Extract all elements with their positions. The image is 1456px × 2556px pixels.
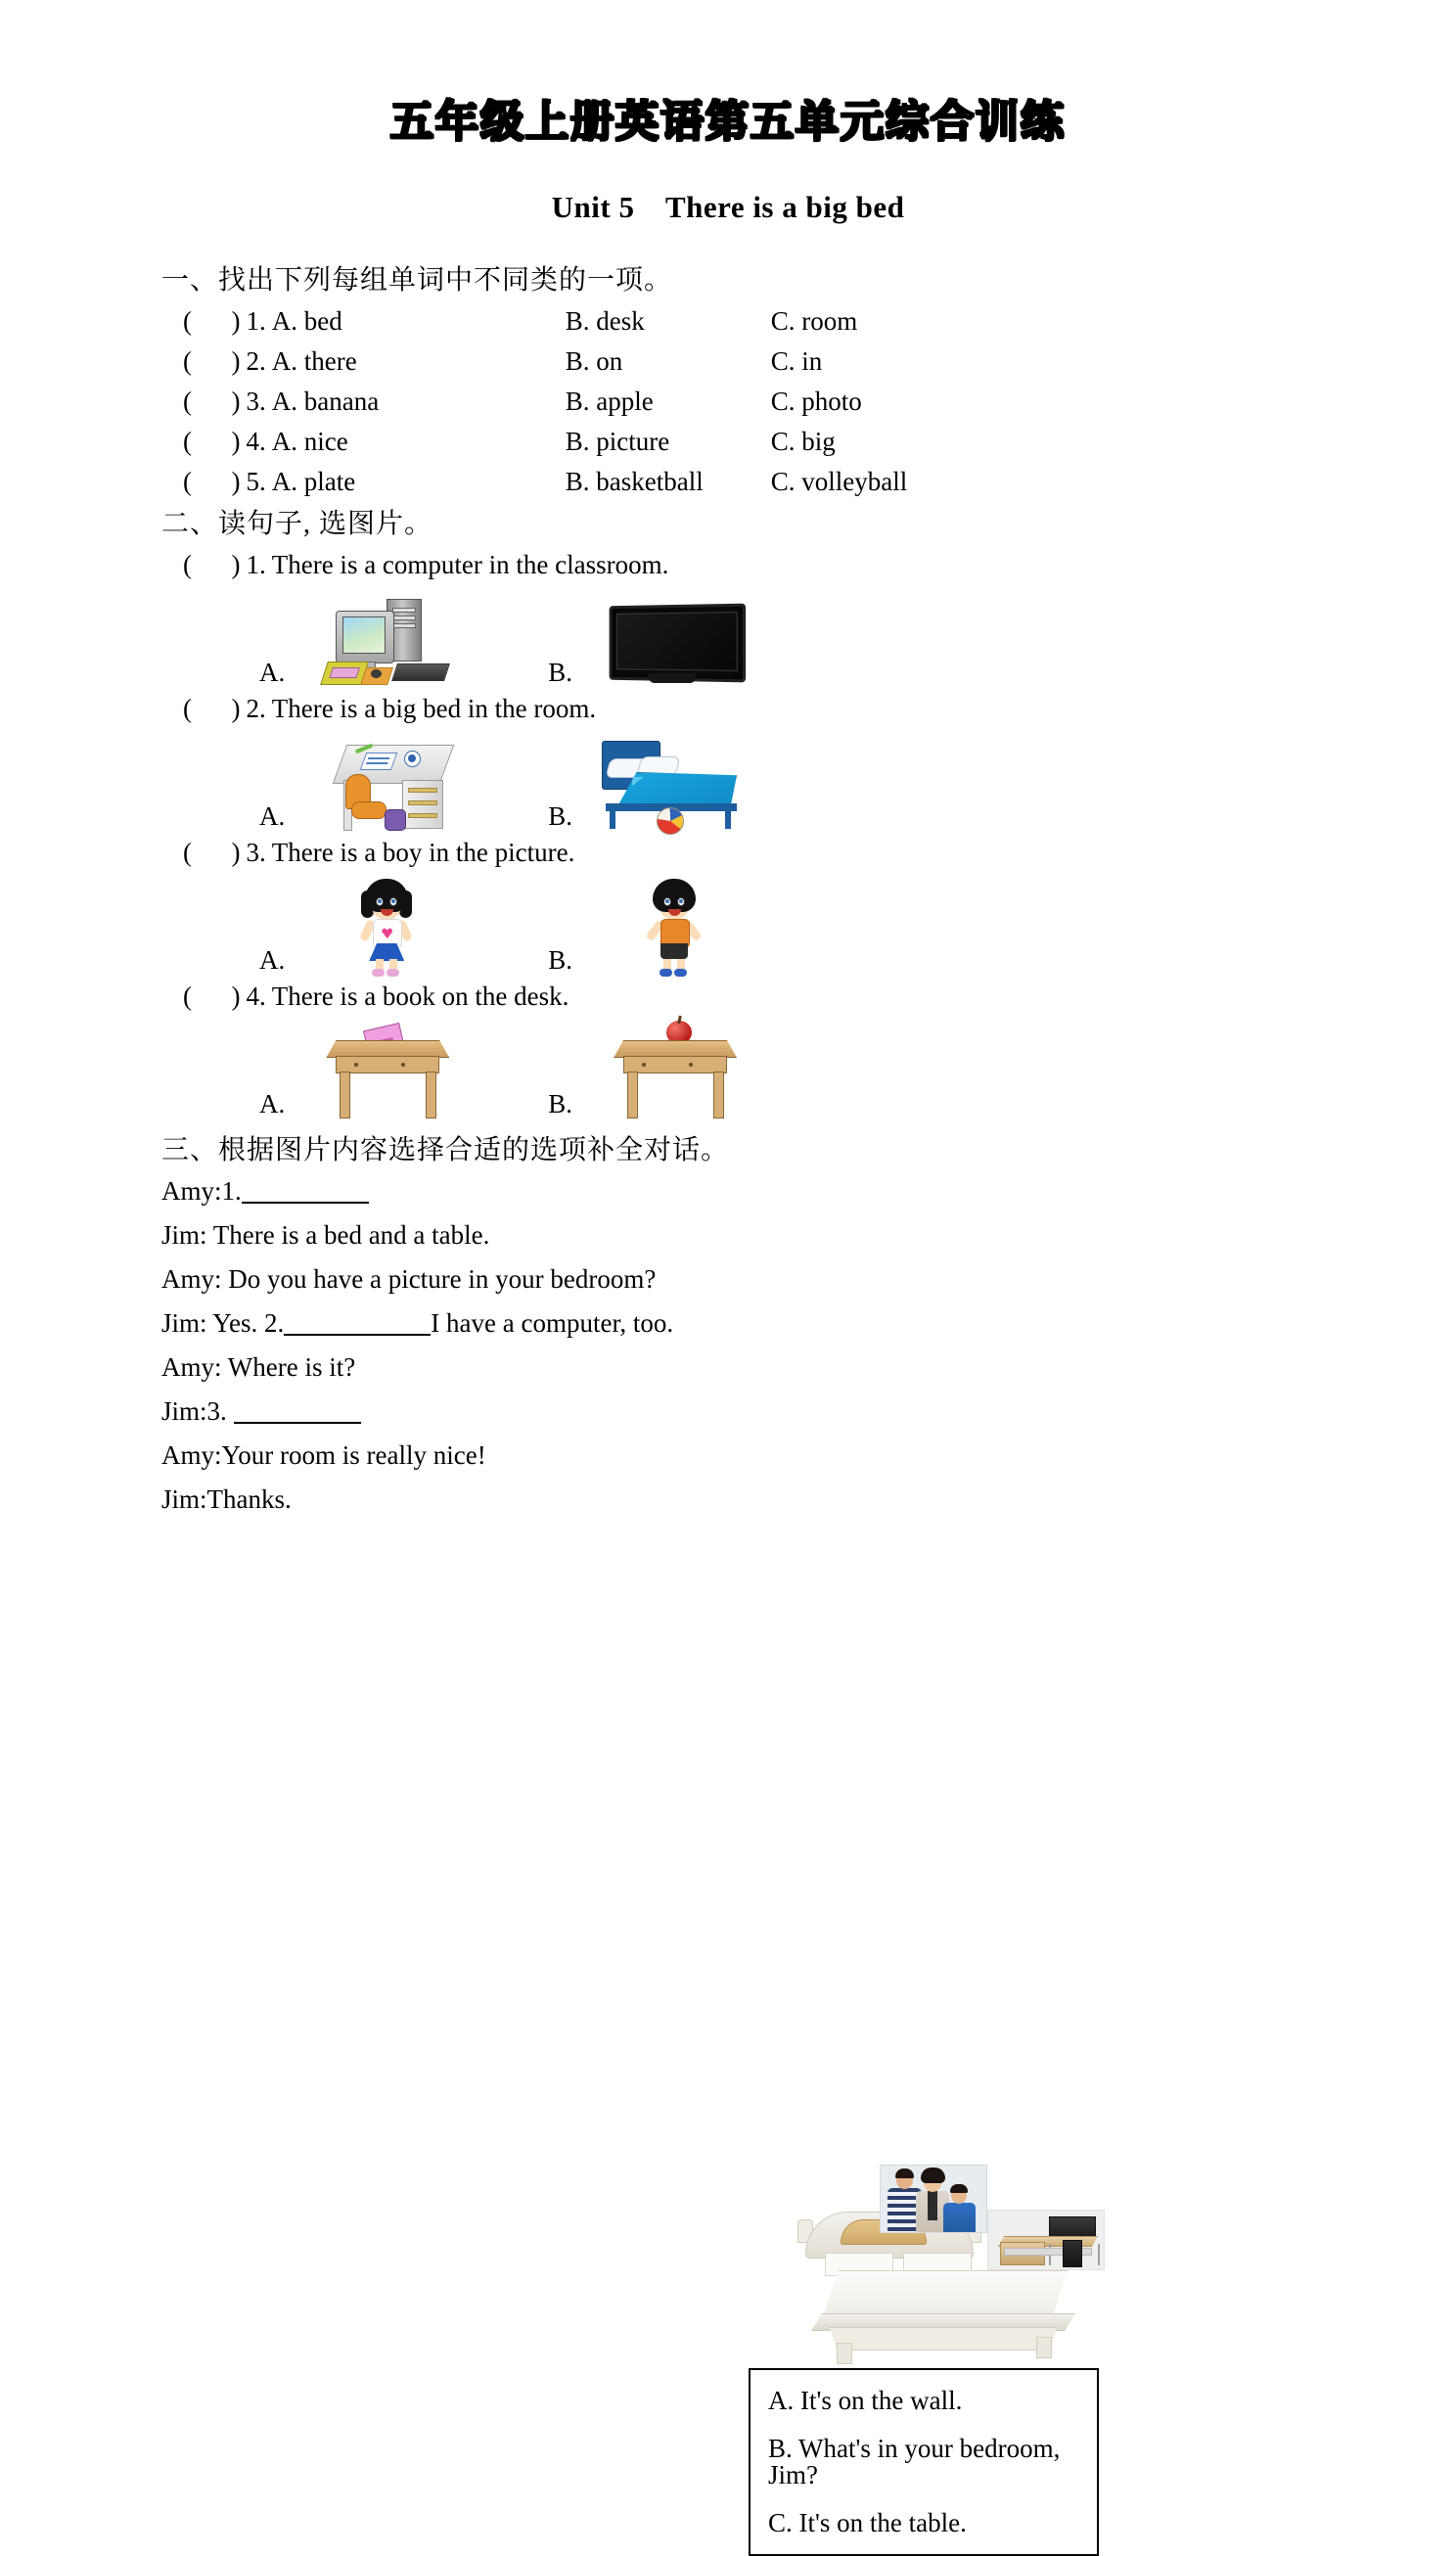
answer-paren[interactable]: ( ): [183, 838, 241, 867]
dialogue-line-3: [161, 1266, 1297, 1293]
desk-leg-icon: [627, 1072, 638, 1118]
option-b[interactable]: B. picture: [565, 427, 670, 456]
dialogue-speaker-text: Jim:3.: [161, 1396, 227, 1426]
picture-choice-a[interactable]: [259, 872, 472, 978]
option-c-line[interactable]: C. It's on the table.: [768, 2508, 967, 2537]
backpack-icon: [385, 809, 406, 831]
option-a[interactable]: A. plate: [271, 467, 356, 496]
option-b[interactable]: B. basketball: [565, 467, 704, 496]
desktop-computer-image[interactable]: [300, 587, 472, 690]
answer-paren[interactable]: ( ): [183, 550, 241, 579]
option-c[interactable]: C. volleyball: [770, 467, 908, 496]
answer-paren[interactable]: ( ): [183, 427, 241, 456]
option-a[interactable]: A. nice: [271, 427, 348, 456]
page-subtitle: Unit 5 There is a big bed: [551, 190, 905, 224]
option-a[interactable]: A. banana: [271, 387, 380, 416]
computer-tower-icon: [1063, 2240, 1082, 2267]
answer-paren[interactable]: ( ): [183, 387, 241, 416]
dialogue-line-6: [161, 1398, 1297, 1425]
study-desk-and-chair-image[interactable]: [300, 731, 472, 834]
flat-screen-tv-image[interactable]: [588, 587, 759, 690]
answer-paren[interactable]: ( ): [183, 346, 241, 376]
chair-seat-icon: [351, 801, 387, 819]
option-b[interactable]: B. on: [565, 346, 623, 376]
bed-leg-icon: [725, 809, 731, 829]
section1-row-3: [161, 388, 1297, 415]
section2-question-4: [161, 983, 1297, 1010]
girl-cartoon-image[interactable]: [300, 875, 472, 978]
question-number: 3.: [246, 387, 266, 416]
option-c[interactable]: C. big: [770, 427, 836, 456]
dialogue-line-tail: I have a computer, too.: [431, 1308, 674, 1338]
question-number: 2.: [246, 346, 266, 376]
desk-drawers-icon: [402, 780, 443, 829]
section2-pictures-1: [161, 584, 1297, 690]
picture-choice-b[interactable]: [548, 872, 759, 978]
monitor-screen-icon: [342, 616, 386, 654]
question-text: There is a book on the desk.: [271, 981, 569, 1011]
question-number: 2.: [246, 694, 266, 723]
dialogue-speaker-text: Jim:Thanks.: [161, 1484, 292, 1514]
question-text: There is a big bed in the room.: [271, 694, 597, 723]
option-a-line[interactable]: A. It's on the wall.: [768, 2386, 963, 2415]
dialogue-speaker-text: Jim: There is a bed and a table.: [161, 1220, 490, 1250]
option-a[interactable]: A. bed: [271, 306, 342, 336]
computer-desk-photo-image: [987, 2210, 1105, 2270]
section2-pictures-4: [161, 1016, 1297, 1121]
keyboard-icon: [391, 663, 450, 681]
question-text: There is a computer in the classroom.: [271, 550, 669, 579]
bed-leg-icon: [1036, 2337, 1052, 2358]
section1-row-1: [161, 308, 1297, 335]
page-title: 五年级上册英语第五单元综合训练: [390, 97, 1066, 147]
picture-choice-b[interactable]: [548, 1016, 759, 1121]
picture-choice-a[interactable]: [259, 584, 472, 690]
option-b-line[interactable]: B. What's in your bedroom, Jim?: [768, 2434, 1061, 2489]
dialogue-speaker-text: Amy: Where is it?: [161, 1352, 356, 1382]
bed-footboard-icon: [825, 2327, 1062, 2351]
section-3-heading: 三、根据图片内容选择合适的选项补全对话。: [161, 1135, 730, 1165]
answer-paren[interactable]: ( ): [183, 981, 241, 1011]
picture-choice-b[interactable]: [548, 584, 759, 690]
bed-leg-icon: [610, 809, 615, 829]
question-number: 1.: [246, 550, 266, 579]
boy-figure-icon: [639, 877, 709, 977]
section-1-heading: 一、找出下列每组单词中不同类的一项。: [161, 265, 673, 296]
picture-label-a: A.: [259, 801, 286, 831]
dialogue-speaker-text: Amy:Your room is really nice!: [161, 1440, 486, 1470]
question-text: There is a boy in the picture.: [271, 838, 575, 867]
picture-label-b: B.: [548, 1089, 573, 1118]
answer-blank-3[interactable]: [234, 1398, 361, 1424]
picture-label-b: B.: [548, 801, 573, 831]
dialogue-line-7: [161, 1442, 1297, 1469]
section1-row-2: [161, 348, 1297, 375]
section1-row-4: [161, 429, 1297, 455]
dialogue-line-5: [161, 1354, 1297, 1381]
option-b[interactable]: B. apple: [565, 387, 654, 416]
picture-label-b: B.: [548, 945, 573, 975]
option-c[interactable]: C. photo: [770, 387, 862, 416]
option-a[interactable]: A. there: [271, 346, 357, 376]
desk-leg-icon: [340, 1072, 350, 1118]
section2-pictures-2: [161, 728, 1297, 834]
bed-leg-icon: [837, 2343, 852, 2364]
picture-label-a: A.: [259, 945, 286, 975]
option-c[interactable]: C. room: [770, 306, 858, 336]
picture-choice-b[interactable]: [548, 728, 759, 834]
answer-paren[interactable]: ( ): [183, 694, 241, 723]
section2-pictures-3: [161, 872, 1297, 978]
boy-cartoon-image[interactable]: [588, 875, 759, 978]
section2-question-2: [161, 696, 1297, 722]
picture-label-a: A.: [259, 1089, 286, 1118]
family-wall-photo-image: [880, 2165, 987, 2233]
desk-drawer-icon: [336, 1056, 439, 1073]
answer-options-box: [749, 2368, 1099, 2556]
bedroom-photo-composite: [780, 2155, 1113, 2365]
question-number: 3.: [246, 838, 266, 867]
desk-leg-icon: [426, 1072, 436, 1118]
section1-row-5: [161, 469, 1297, 495]
desk-leg-icon: [713, 1072, 724, 1118]
desk-with-apple-image[interactable]: [588, 1019, 759, 1121]
section2-question-1: [161, 552, 1297, 578]
worksheet-body: [0, 226, 1297, 2537]
answer-paren[interactable]: ( ): [183, 467, 241, 496]
question-number: 1.: [246, 306, 266, 336]
tv-icon: [610, 604, 747, 683]
tv-stand-icon: [649, 673, 696, 683]
desk-with-book-image[interactable]: [300, 1019, 472, 1121]
option-c[interactable]: C. in: [770, 346, 823, 376]
dialogue-speaker-text: Jim: Yes. 2.: [161, 1308, 285, 1338]
dialogue-line-2: [161, 1222, 1297, 1249]
picture-label-b: B.: [548, 658, 573, 687]
dialogue-speaker-text: Amy:1.: [161, 1176, 242, 1206]
section-2-heading: 二、读句子, 选图片。: [161, 509, 433, 539]
question-number: 4.: [246, 427, 266, 456]
picture-choice-a[interactable]: [259, 1016, 472, 1121]
answer-blank-1[interactable]: [242, 1178, 369, 1204]
dialogue-line-1: [161, 1178, 1297, 1205]
question-number: 5.: [246, 467, 266, 496]
dialogue-speaker-text: Amy: Do you have a picture in your bedroom?: [161, 1264, 657, 1294]
desk-drawer-icon: [623, 1056, 727, 1073]
question-number: 4.: [246, 981, 266, 1011]
section2-question-3: [161, 840, 1297, 866]
answer-paren[interactable]: ( ): [183, 306, 241, 336]
section-3: [161, 1135, 1297, 2537]
answer-blank-2[interactable]: [284, 1310, 431, 1336]
dialogue-line-8: [161, 1486, 1297, 1513]
ball-icon: [657, 807, 684, 835]
blue-bed-image[interactable]: [588, 731, 759, 834]
picture-label-a: A.: [259, 658, 286, 687]
girl-figure-icon: [351, 877, 422, 977]
dialogue-line-4: [161, 1310, 1297, 1337]
picture-choice-a[interactable]: [259, 728, 472, 834]
option-b[interactable]: B. desk: [565, 306, 645, 336]
